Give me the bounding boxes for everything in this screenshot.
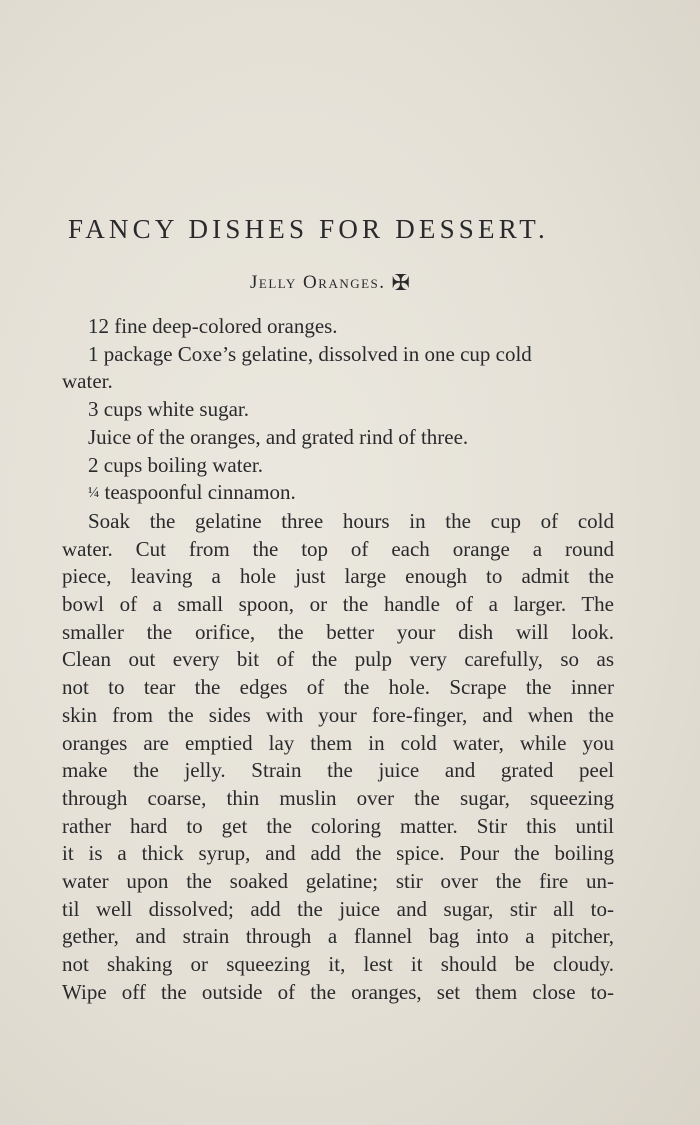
paragraph-line: water upon the soaked gelatine; stir over the fire un- <box>62 869 614 894</box>
fraction-quarter: ¼ <box>88 485 100 502</box>
paragraph-line: gether, and strain through a flannel bag into a pitcher, <box>62 924 614 949</box>
paragraph-line: smaller the orifice, the better your dish will look. <box>62 619 614 644</box>
paragraph-line: Soak the gelatine three hours in the cup of cold <box>88 508 614 533</box>
ingredient-text: teaspoonful cinnamon. <box>104 480 296 505</box>
maltese-cross-icon: ✠ <box>391 270 412 295</box>
ingredient-line: 3 cups white sugar. <box>88 397 249 422</box>
recipe-body <box>62 313 614 1007</box>
ingredient-line-continued: water. <box>62 369 113 394</box>
paragraph-line: rather hard to get the coloring matter. Stir this until <box>62 813 614 838</box>
paragraph-line: make the jelly. Strain the juice and grated peel <box>62 758 614 783</box>
paragraph-line: oranges are emptied lay them in cold water, while you <box>62 730 614 755</box>
paragraph-line: water. Cut from the top of each orange a round <box>62 536 614 561</box>
recipe-title <box>250 270 411 296</box>
paragraph-line: not shaking or squeezing it, lest it should be cloudy. <box>62 952 614 977</box>
paragraph-line: not to tear the edges of the hole. Scrape the inner <box>62 675 614 700</box>
paragraph-line: through coarse, thin muslin over the sugar, squeezing <box>62 785 614 810</box>
paragraph-line: it is a thick syrup, and add the spice. Pour the boiling <box>62 841 614 866</box>
ingredient-line: 2 cups boiling water. <box>88 452 263 477</box>
instructions-paragraph <box>62 508 614 1007</box>
ingredient-line: Juice of the oranges, and grated rind of three. <box>88 424 469 449</box>
paragraph-line: Wipe off the outside of the oranges, set them close to- <box>62 979 614 1004</box>
ingredient-line: 12 fine deep-colored oranges. <box>88 314 338 338</box>
paragraph-line: til well dissolved; add the juice and sugar, stir all to- <box>62 896 614 921</box>
chapter-title: FANCY DISHES FOR DESSERT. <box>68 214 549 244</box>
paragraph-line: skin from the sides with your fore-finger, and when the <box>62 702 614 727</box>
ingredient-line <box>62 479 614 508</box>
paragraph-line: Clean out every bit of the pulp very carefully, so as <box>62 647 614 672</box>
paragraph-line: bowl of a small spoon, or the handle of a larger. The <box>62 592 614 617</box>
recipe-title-text: Jelly Oranges. <box>250 272 386 293</box>
ingredient-line: 1 package Coxe’s gelatine, dissolved in one cup cold <box>88 341 532 366</box>
paragraph-line: piece, leaving a hole just large enough to admit the <box>62 564 614 589</box>
